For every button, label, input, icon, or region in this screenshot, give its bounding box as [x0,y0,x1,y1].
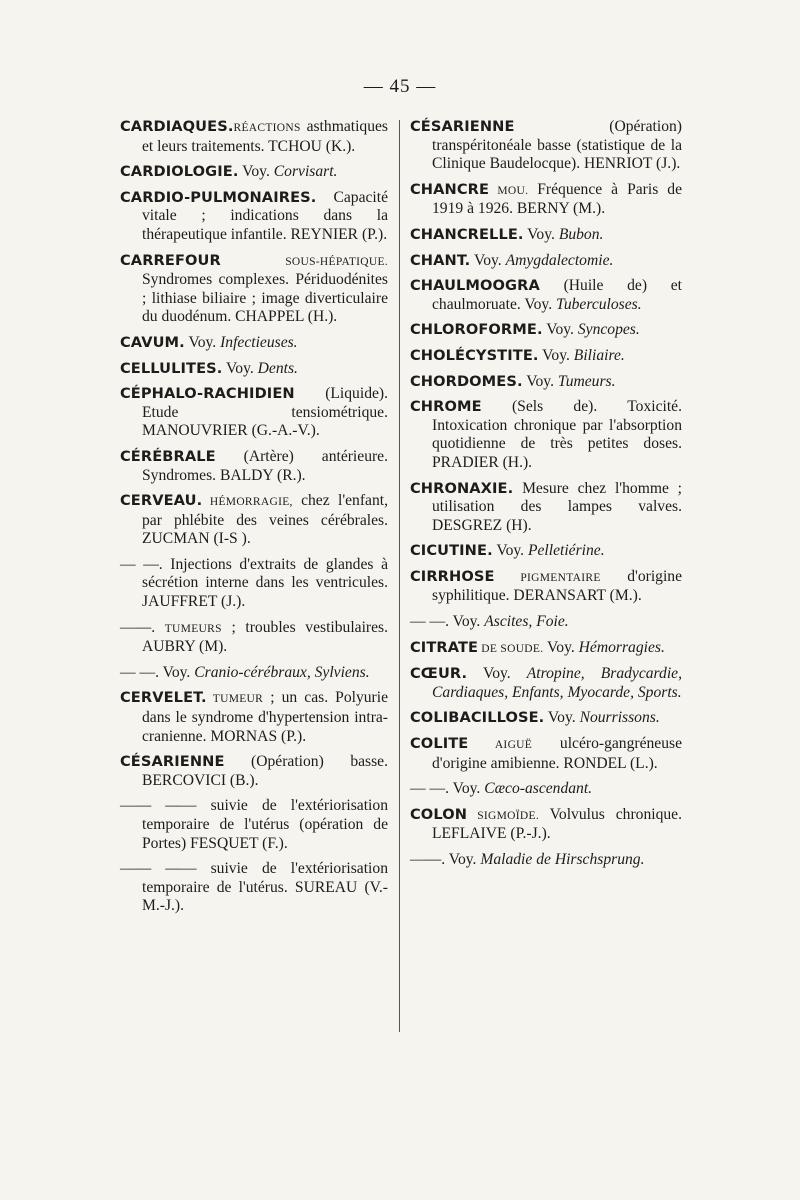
entry-reference: Tuberculoses. [556,295,642,313]
entry-reference: Ascites, Foie. [484,613,569,631]
index-entry [410,252,682,271]
index-entry [410,398,682,472]
index-entry [410,347,682,366]
entry-heading: CÉSARIENNE [410,118,515,135]
index-entry [120,797,388,853]
index-entry [120,753,388,790]
index-entry [410,639,682,659]
entry-heading: CICUTINE. [410,542,493,560]
index-entry [120,385,388,441]
entry-subheading: MOU. [489,184,529,197]
index-entry [410,613,682,632]
entry-text: — —. Voy. [120,663,195,681]
entry-heading: CERVEAU. [120,492,203,510]
entry-heading: CHOLÉCYSTITE. [410,346,539,364]
entry-reference: Atropine, Bradycardie, Cardiaques, Enfants, Myocarde, Sports. [432,665,682,701]
index-entry [410,277,682,314]
entry-text: Voy. [184,333,221,351]
entry-subheading: HÉMORRAGIE, [202,496,293,509]
index-entry [410,665,682,702]
entry-subheading: PIGMENTAIRE [494,571,601,584]
entry-reference: Amygdalectomie. [505,251,614,269]
entry-text: d'origine syphilitique. DERANSART (M.). [432,567,682,605]
entry-subheading: SIGMOÏDE. [467,809,540,822]
entry-text: Voy. [543,638,579,656]
entry-heading: CHANCRE [410,180,490,198]
index-entry [120,252,388,327]
entry-heading: CARDIAQUES. [120,118,234,135]
entry-text: (Sels de). Toxicité. Intoxication chronique par l'absorption quotidienne de très petites doses. PRADIER (H.). [432,398,682,471]
entry-reference: Dents. [257,359,298,377]
index-entry [410,181,682,219]
index-entry [120,448,388,485]
entry-heading: CHLOROFORME. [410,321,543,339]
entry-heading: CHANT. [410,251,471,269]
entry-subheading: RÉACTIONS [233,122,301,134]
index-entry [410,568,682,606]
entry-reference: Maladie de Hirschsprung. [480,851,645,868]
entry-text: Voy. [538,346,574,364]
entry-text: Voy. [542,321,578,339]
entry-heading: COLITE [410,735,469,753]
entry-text: Voy. [523,225,559,243]
entry-heading: CÉPHALO-RACHIDIEN [120,385,295,403]
index-entry [120,619,388,657]
entry-text: —— —— suivie de l'extériorisation temporaire de l'utérus (opération de Portes) FESQUET (F.). [120,797,388,852]
entry-subheading: TUMEUR [206,693,264,706]
entry-heading: CHORDOMES. [410,372,523,390]
entry-text: chez l'enfant, par phlébite des veines cérébrales. ZUCMAN (I-S ). [142,492,388,548]
entry-heading: CHROME [410,398,482,416]
entry-text: — —. Voy. [410,613,485,631]
entry-reference: Infectieuses. [220,333,298,351]
index-entry [120,664,388,683]
entry-text: Volvulus chronique. LEFLAIVE (P.-J.). [432,805,682,843]
entry-heading: CÉRÉBRALE [120,447,216,465]
entry-text: Voy. [522,372,558,390]
index-entry [410,226,682,245]
entry-text: ; un cas. Polyurie dans le syndrome d'hypertension intra-cranienne. MORNAS (P.). [142,689,388,745]
index-entry [410,806,682,844]
index-entry [410,542,682,561]
entry-heading: CHANCRELLE. [410,225,524,243]
entry-text: asthmatiques et leurs traitements. TCHOU (K.). [142,118,388,155]
entry-heading: CHAULMOOGRA [410,277,540,295]
entry-reference: Bubon. [558,225,604,243]
entry-heading: COLON [410,805,468,823]
entry-text: Voy. [467,665,527,683]
entry-text: (Opération) basse. BERCOVICI (B.). [142,753,388,789]
entry-reference: Corvisart. [273,163,338,181]
entry-heading: CAVUM. [120,333,185,351]
entry-heading: COLIBACILLOSE. [410,709,545,727]
index-entry [120,163,388,182]
index-entry [410,373,682,392]
index-entry [410,480,682,536]
entry-heading: CERVELET. [120,689,207,707]
entry-reference: Nourrissons. [579,709,660,727]
entry-text: Voy. [492,542,528,560]
index-entry [120,360,388,379]
entry-text: — —. Injections d'extraits de glandes à sécrétion interne dans les ventricules. JAUFFRET (J.). [120,555,388,611]
index-entry [410,851,682,870]
entry-text: (Artère) antérieure. Syndromes. BALDY (R.). [142,447,388,484]
index-entry [120,860,388,916]
entry-heading: CITRATE [410,638,479,656]
entry-subheading: SOUS-HÉPATIQUE. [220,255,388,268]
entry-text: ——. Voy. [410,851,481,868]
entry-text: ; troubles vestibulaires. AUBRY (M). [142,618,389,656]
entry-text: Syndromes complexes. Périduodénites ; lithiase biliaire ; image diverticulaire du duodénum. CHAPPEL (H.). [142,271,388,326]
entry-reference: Tumeurs. [557,372,616,390]
index-entry [410,321,682,340]
index-entry [410,735,682,773]
entry-reference: Cæco-ascendant. [484,780,593,798]
entry-heading: CARREFOUR [120,251,221,269]
entry-heading: CHRONAXIE. [410,479,514,497]
index-entry [120,118,388,156]
index-entry [410,780,682,799]
entry-text: Voy. [238,163,274,181]
entry-subheading: TUMEURS [164,622,222,635]
index-entry [120,492,388,549]
entry-reference: Biliaire. [573,346,625,364]
entry-text: (Opération) transpéritonéale basse (statistique de la Clinique Baudelocque). HENRIOT (J.). [432,118,682,173]
entry-reference: Syncopes. [577,321,640,339]
page-number: — 45 — [363,76,437,97]
entry-reference: Hémorragies. [578,638,665,656]
entry-heading: CELLULITES. [120,359,223,377]
index-entry [410,118,682,174]
index-entry [120,556,388,612]
entry-heading: CARDIO-PULMONAIRES. [120,188,317,206]
entry-reference: Cranio-cérébraux, Sylviens. [194,663,370,681]
entry-heading: CIRRHOSE [410,567,495,585]
entry-text: ——. [120,618,165,636]
entry-text: (Huile de) et chaulmoruate. Voy. [432,277,682,313]
entry-text: Voy. [222,359,258,377]
index-entry [120,334,388,353]
entry-text: —— —— suivie de l'extériorisation temporaire de l'utérus. SUREAU (V.-M.-J.). [120,860,388,915]
index-entry [410,709,682,728]
entry-heading: CÉSARIENNE [120,753,225,771]
column-divider [399,120,400,1032]
index-entry [120,189,388,245]
entry-subheading: DE SOUDE. [478,642,544,655]
entry-reference: Pelletiérine. [527,542,605,560]
entry-text: Voy. [470,251,506,269]
entry-text: — —. Voy. [410,780,485,798]
entry-text: ulcéro-gangréneuse d'origine amibienne. RONDEL (L.). [432,735,683,772]
index-entry [120,689,388,746]
right-column [410,118,682,877]
entry-text: Voy. [544,709,580,727]
entry-subheading: AIGUË [468,739,533,752]
entry-heading: CARDIOLOGIE. [120,163,239,181]
entry-heading: CŒUR. [410,665,468,683]
left-column [120,118,388,923]
entry-text: (Liquide). Etude tensiométrique. MANOUVRIER (G.-A.-V.). [142,385,388,440]
entry-text: Mesure chez l'homme ; utilisation des lampes valves. DESGREZ (H). [432,479,682,534]
entry-text: Capacité vitale ; indications dans la thérapeutique infantile. REYNIER (P.). [142,188,388,243]
entry-text: Fréquence à Paris de 1919 à 1926. BERNY (M.). [432,180,682,218]
